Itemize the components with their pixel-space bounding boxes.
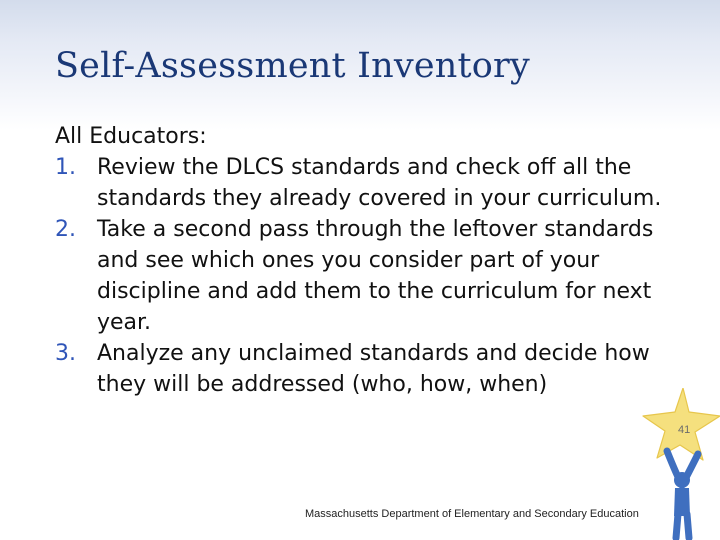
- star-logo-icon: [640, 388, 720, 540]
- list-item: [55, 338, 675, 400]
- list-item: [55, 152, 675, 214]
- list-item: [55, 214, 675, 338]
- slide-body: [55, 121, 675, 400]
- list-number: 2.: [55, 217, 76, 242]
- slide-title: Self-Assessment Inventory: [55, 46, 530, 86]
- steps-list: [55, 152, 675, 400]
- footer-text: Massachusetts Department of Elementary and Secondary Education: [305, 508, 639, 520]
- list-item-text: Analyze any unclaimed standards and decide how they will be addressed (who, how, when): [97, 341, 650, 397]
- list-number: 1.: [55, 155, 76, 180]
- list-item-text: Review the DLCS standards and check off all the standards they already covered in your curriculum.: [97, 155, 662, 211]
- list-number: 3.: [55, 341, 76, 366]
- person-figure-icon: [667, 451, 698, 538]
- intro-text: All Educators:: [55, 124, 207, 149]
- page-number: 41: [678, 424, 691, 436]
- list-item-text: Take a second pass through the leftover standards and see which ones you consider part of your discipline and add them to the curriculum for next year.: [97, 217, 654, 335]
